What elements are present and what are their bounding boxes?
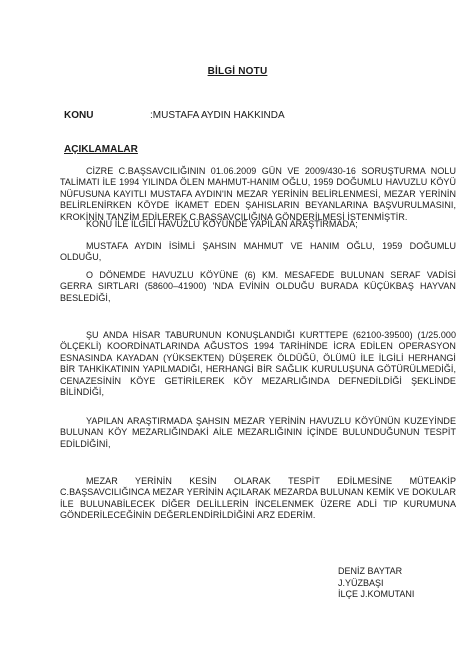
paragraph-research-intro: KONU İLE İLGİLİ HAVUZLU KÖYÜNDE YAPILAN ARAŞTIRMADA; — [86, 219, 358, 229]
signature-name: DENİZ BAYTAR — [338, 566, 403, 576]
explanations-label: AÇIKLAMALAR — [64, 144, 138, 155]
document-title: BİLGİ NOTU — [207, 66, 268, 77]
paragraph-conclusion: MEZAR YERİNİN KESİN OLARAK TESPİT EDİLMESİNE MÜTEAKİP C.BAŞSAVCILIĞINCA MEZAR YERİNİN AÇILARAK MEZARDA BULUNAN KEMİK VE DOKULAR İLE BULUNABİLECEK DİĞER DELİLLERİN İNCELENMEK ÜZERE ADLİ TIP KURUMUNA GÖNDERİLECEĞİNİN DEĞERLENDİRİLDİĞİNİ ARZ EDERİM. — [60, 476, 456, 521]
signature-rank: J.YÜZBAŞI — [338, 577, 384, 588]
paragraph-identity: MUSTAFA AYDIN İSİMLİ ŞAHSIN MAHMUT VE HANIM OĞLU, 1959 DOĞUMLU OLDUĞU, — [60, 241, 456, 263]
paragraph-residence: O DÖNEMDE HAVUZLU KÖYÜNE (6) KM. MESAFEDE BULUNAN SERAF VADİSİ GERRA SIRTLARI (58600–41900) 'NDA EVİNİN OLDUĞU BURADA KÜÇÜKBAŞ HAYVAN BESLEDİĞİ, — [60, 270, 456, 303]
signature-block — [338, 566, 414, 601]
paragraph-grave-location: YAPILAN ARAŞTIRMADA ŞAHSIN MEZAR YERİNİN HAVUZLU KÖYÜNÜN KUZEYİNDE BULUNAN KÖY MEZARLIĞINDAKİ AİLE MEZARLIĞININ İÇİNDE BULUNDUĞUNUN TESPİT EDİLDİĞİNİ, — [60, 416, 456, 449]
subject-label: KONU — [64, 110, 94, 121]
signature-position: İLÇE J.KOMUTANI — [338, 589, 415, 600]
subject-value: :MUSTAFA AYDIN HAKKINDA — [150, 110, 285, 121]
paragraph-death: ŞU ANDA HİSAR TABURUNUN KONUŞLANDIĞI KURTTEPE (62100-39500) (1/25.000 ÖLÇEKLİ) KOORDİNATLARINDA AĞUSTOS 1994 TARİHİNDE İCRA EDİLEN OPERASYON ESNASINDA KAYADAN (YÜKSEKTEN) DÜŞEREK ÖLDÜĞÜ, ÖLÜMÜ İLE İLGİLİ HERHANGİ BİR TAHKİKATININ YAPILMADIĞI, HERHANGİ BİR SAĞLIK KURULUŞUNA GÖTÜRÜLMEDİĞİ, CENAZESİNİN KÖYE GETİRİLEREK KÖY MEZARLIĞINDA DEFNEDİLDİĞİ ŞEKLİNDE BİLİNDİĞİ, — [60, 330, 456, 398]
paragraph-instruction: CİZRE C.BAŞSAVCILIĞININ 01.06.2009 GÜN VE 2009/430-16 SORUŞTURMA NOLU TALİMATI İLE 1994 YILINDA ÖLEN MAHMUT-HANIM OĞLU, 1959 DOĞUMLU HAVUZLU KÖYÜ NÜFUSUNA KAYITLI MUSTAFA AYDIN'IN MEZAR YERİNİN BELİRLENMESİ, MEZAR YERİNİN BELİRLENİRKEN KÖYDE İKAMET EDEN ŞAHISLARIN BEYANLARINA BAŞVURULMASINI, KROKİNİN TANZİM EDİLEREK C.BAŞSAVCILIĞINA GÖNDERİLMESİ İSTENMİŞTİR. — [60, 166, 456, 222]
